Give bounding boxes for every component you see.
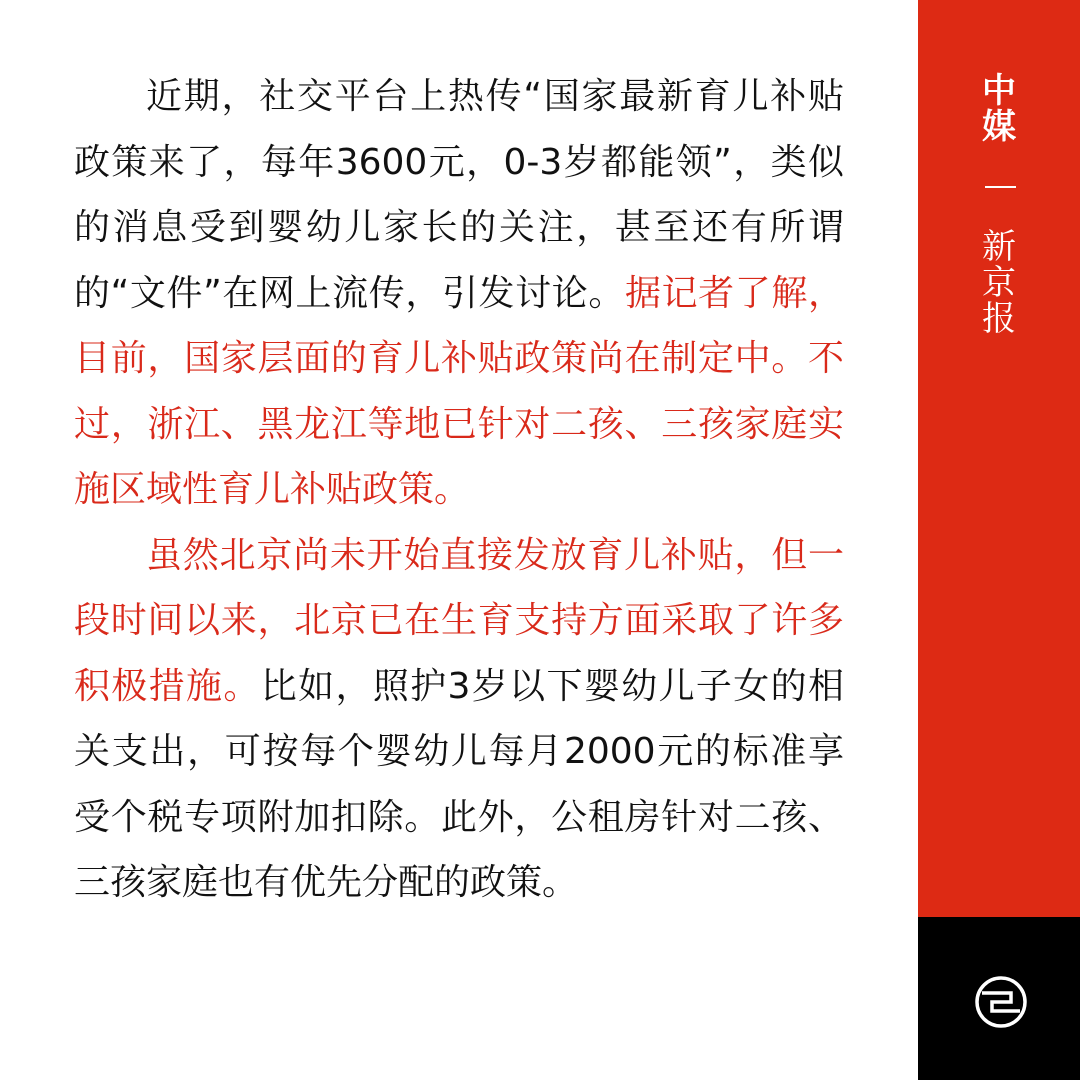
paragraph-2 [74, 523, 844, 916]
brand-divider [985, 186, 1016, 188]
paragraph-1-text: 近期，社交平台上热传“国家最新育儿补贴政策来了，每年3600元，0-3岁都能领”，类似的消息受到婴幼儿家长的关注，甚至还有所谓的“文件”在网上流传，引发讨论。 [74, 76, 844, 314]
sidebar-brand-panel [918, 0, 1080, 917]
brand-bottom-char: 报 [982, 299, 1016, 339]
brand-bottom-char: 新 [982, 227, 1016, 267]
brand-top-char: 中 [982, 71, 1016, 111]
sidebar [918, 0, 1080, 1080]
article-body [74, 64, 844, 916]
sidebar-logo-panel [918, 917, 1080, 1080]
brand-label-top [918, 73, 1080, 145]
paragraph-2-highlight: 虽然北京尚未开始直接发放育儿补贴，但一段时间以来，北京已在生育支持方面采取了许多积极措施。 [74, 534, 844, 707]
paragraph-1 [74, 64, 844, 523]
paragraph-1-highlight: 据记者了解，目前，国家层面的育儿补贴政策尚在制定中。不过，浙江、黑龙江等地已针对二孩、三孩家庭实施区域性育儿补贴政策。 [74, 272, 844, 510]
circular-brand-logo-icon [973, 974, 1029, 1030]
brand-bottom-char: 京 [982, 263, 1016, 303]
paragraph-2-text: 比如，照护3岁以下婴幼儿子女的相关支出，可按每个婴幼儿每月2000元的标准享受个税专项附加扣除。此外，公租房针对二孩、三孩家庭也有优先分配的政策。 [74, 665, 844, 903]
brand-label-bottom [918, 229, 1080, 337]
brand-top-char: 媒 [982, 107, 1016, 147]
